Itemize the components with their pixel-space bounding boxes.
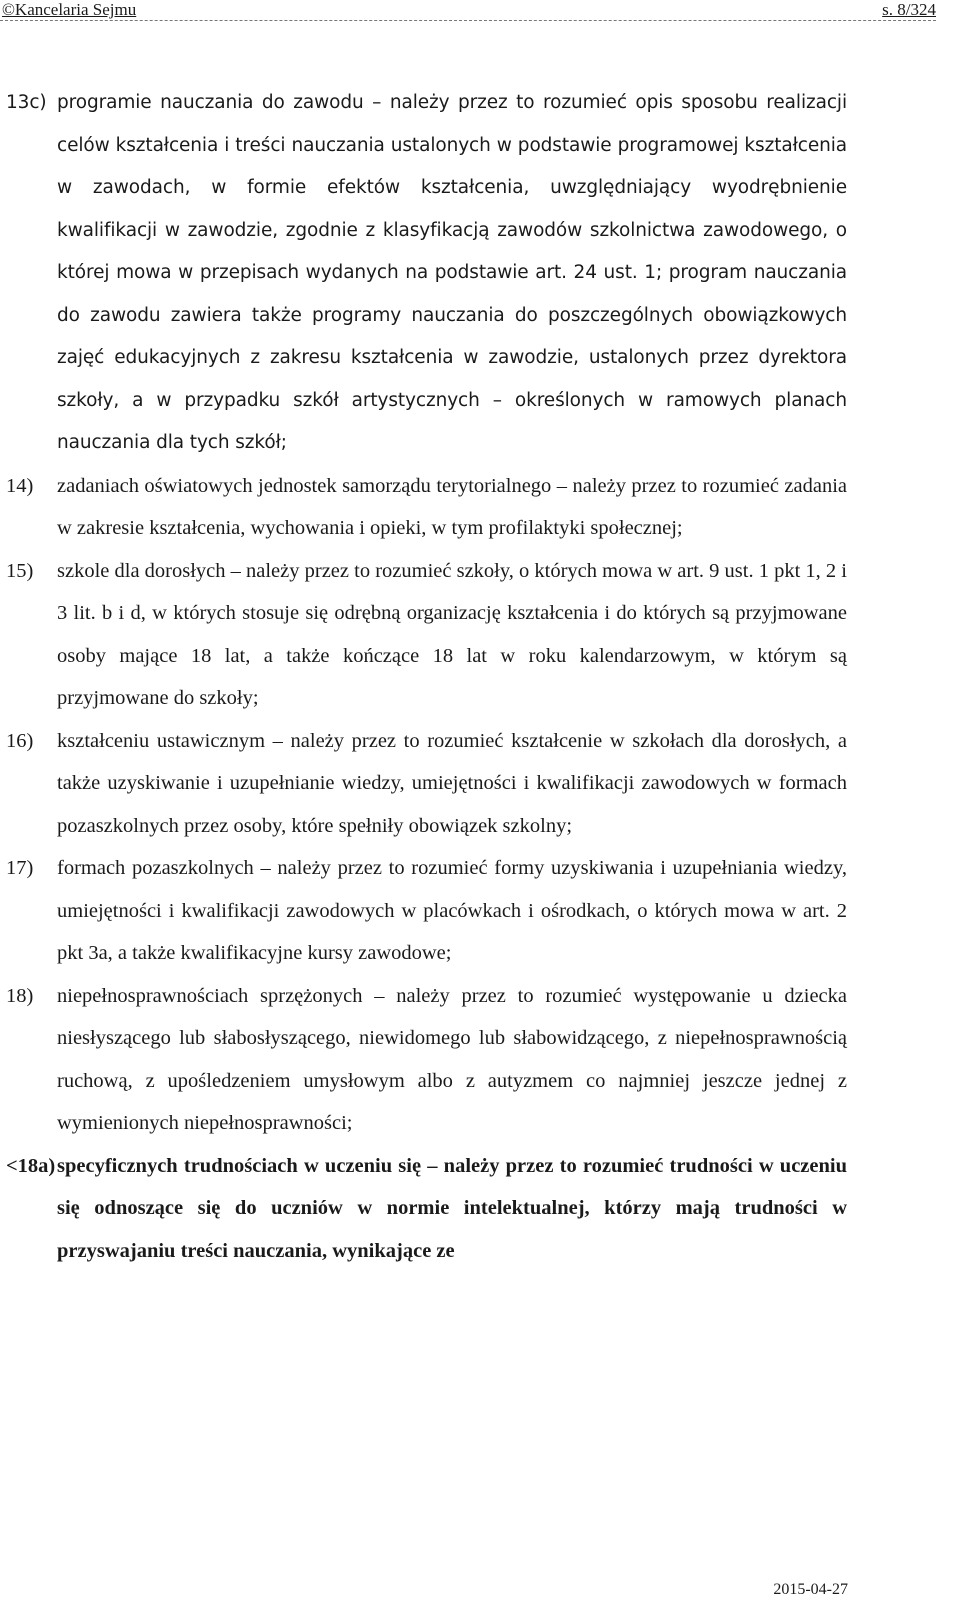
item-text: szkole dla dorosłych – należy przez to rozumieć szkoły, o których mowa w art. 9 ust. 1 pkt 1, 2 i 3 lit. b i d, w których stosuje się odrębną organizację kształcenia i do których są przyjmowane osoby mające 18 lat, a także kończące 18 lat w roku kalendarzowym, w którym są przyjmowane do szkoły; — [57, 559, 847, 709]
document-body — [0, 82, 960, 1272]
item-18a — [0, 1145, 847, 1273]
item-number: 18) — [6, 984, 34, 1007]
item-text: kształceniu ustawicznym – należy przez to rozumieć kształcenie w szkołach dla dorosłych, a także uzyskiwanie i uzupełnianie wiedzy, umiejętności i kwalifikacji zawodowych w formach pozaszkolnych przez osoby, które spełniły obowiązek szkolny; — [57, 729, 847, 837]
item-text: programie nauczania do zawodu – należy przez to rozumieć opis sposobu realizacji celów kształcenia i treści nauczania ustalonych w podstawie programowej kształcenia w zawodach, w formie efektów kształcenia, uwzględniający wyodrębnienie kwalifikacji w zawodzie, zgodnie z klasyfikacją zawodów szkolnictwa zawodowego, o której mowa w przepisach wydanych na podstawie art. 24 ust. 1; program nauczania do zawodu zawiera także programy nauczania do poszczególnych obowiązkowych zajęć edukacyjnych z zakresu kształcenia w zawodzie, ustalonych przez dyrektora szkoły, a w przypadku szkół artystycznych – określonych w ramowych planach nauczania dla tych szkół; — [57, 92, 847, 453]
item-text: formach pozaszkolnych – należy przez to rozumieć formy uzyskiwania i uzupełniania wiedzy, umiejętności i kwalifikacji zawodowych w placówkach i ośrodkach, o których mowa w art. 2 pkt 3a, a także kwalifikacyjne kursy zawodowe; — [57, 857, 847, 964]
header-divider — [0, 20, 936, 21]
document-date: 2015-04-27 — [773, 1581, 848, 1598]
item-14 — [0, 465, 847, 550]
item-18 — [0, 975, 847, 1145]
item-16 — [0, 720, 847, 848]
item-number: 13c) — [6, 92, 47, 113]
page-header — [0, 0, 960, 22]
item-17 — [0, 847, 847, 975]
item-13c — [0, 82, 847, 465]
item-number: 15) — [6, 559, 34, 582]
item-number: 16) — [6, 729, 34, 752]
item-number: <18a) — [6, 1154, 56, 1177]
item-text: niepełnosprawnościach sprzężonych – należy przez to rozumieć występowanie u dziecka niesłyszącego lub słabosłyszącego, niewidomego lub słabowidzącego, z niepełnosprawnością ruchową, z upośledzeniem umysłowym albo z autyzmem co najmniej jeszcze jednej z wymienionych niepełnosprawności; — [57, 984, 847, 1134]
item-text: specyficznych trudnościach w uczeniu się – należy przez to rozumieć trudności w uczeniu się odnoszące się do uczniów w normie intelektualnej, którzy mają trudności w przyswajaniu treści nauczania, wynikające ze — [57, 1154, 847, 1262]
item-number: 17) — [6, 857, 34, 879]
item-text: zadaniach oświatowych jednostek samorządu terytorialnego – należy przez to rozumieć zadania w zakresie kształcenia, wychowania i opieki, w tym profilaktyki społecznej; — [57, 474, 847, 539]
page-number: s. 8/324 — [882, 0, 936, 19]
item-number: 14) — [6, 474, 34, 497]
copyright-label: ©Kancelaria Sejmu — [2, 0, 137, 19]
item-15 — [0, 550, 847, 720]
